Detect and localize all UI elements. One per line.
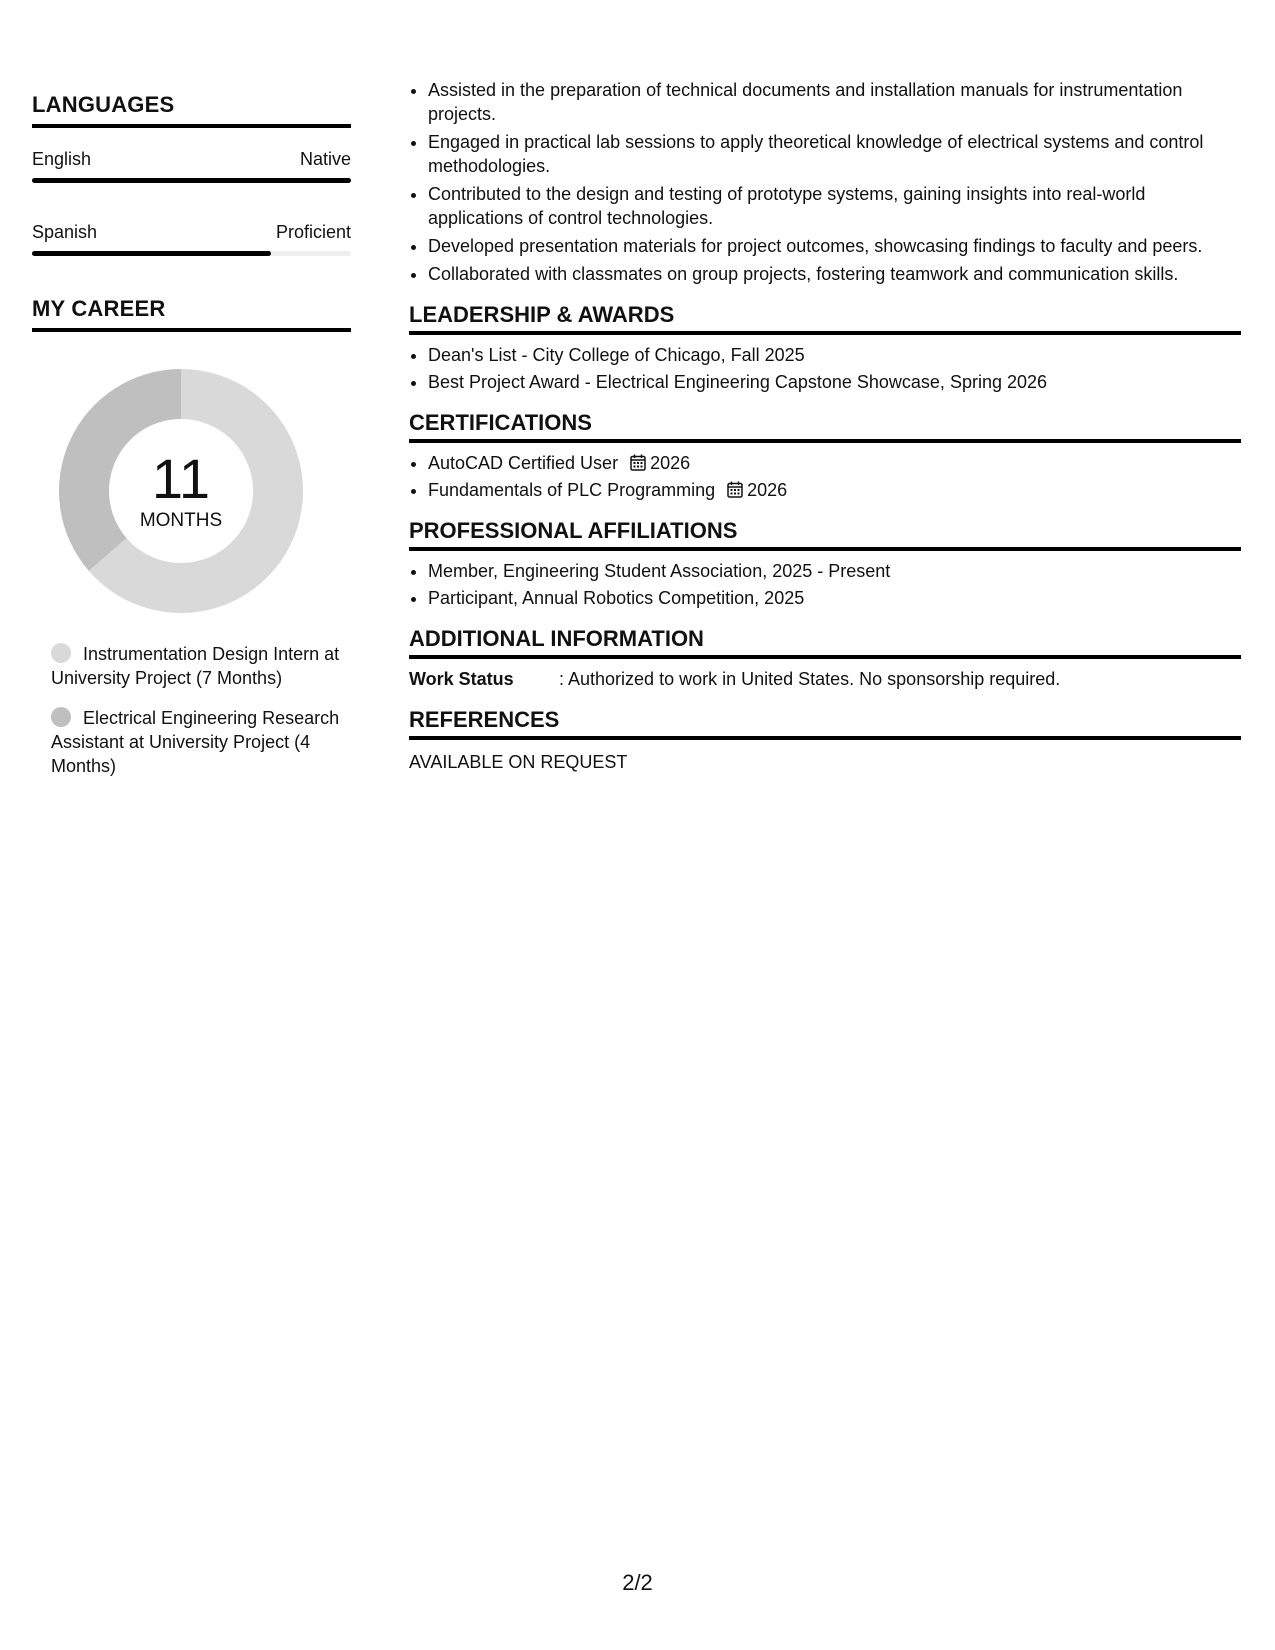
languages-heading: LANGUAGES: [32, 92, 351, 128]
career-section: [32, 296, 351, 778]
list-item: • Member, Engineering Student Association, 2025 - Present: [428, 559, 1241, 583]
language-bar-fill: [32, 251, 271, 256]
legend-item: [51, 706, 351, 778]
language-name: English: [32, 149, 92, 169]
list-item: • Participant, Annual Robotics Competition, 2025: [428, 586, 1241, 610]
affiliations-section: [409, 518, 1241, 610]
leadership-section: [409, 302, 1241, 394]
languages-list: [32, 148, 351, 256]
legend-label: Instrumentation Design Intern at University Project (7 Months): [51, 644, 340, 688]
calendar-icon: [630, 454, 646, 471]
affiliations-list: [409, 559, 1241, 610]
list-item: • Best Project Award - Electrical Engineering Capstone Showcase, Spring 2026: [428, 370, 1241, 394]
language-bar: [32, 251, 351, 256]
list-item: • Collaborated with classmates on group projects, fostering teamwork and communication skills.: [428, 262, 1241, 286]
experience-bullet-list: [409, 78, 1241, 286]
career-total-number: 11: [151, 447, 211, 510]
language-level: Proficient: [275, 222, 351, 242]
career-total-unit: MONTHS: [139, 510, 223, 531]
list-item: • Contributed to the design and testing of prototype systems, gaining insights into real-world applications of control technologies.: [428, 182, 1241, 230]
leadership-list: [409, 343, 1241, 394]
legend-dot: [51, 707, 71, 727]
legend-dot: [51, 643, 71, 663]
work-status-label: Work Status: [409, 669, 514, 689]
donut-center: [56, 366, 306, 616]
career-legend: [51, 642, 351, 778]
certifications-heading: CERTIFICATIONS: [409, 410, 1241, 443]
language-item-spanish: [32, 221, 351, 256]
additional-info-heading: ADDITIONAL INFORMATION: [409, 626, 1241, 659]
affiliations-heading: PROFESSIONAL AFFILIATIONS: [409, 518, 1241, 551]
leadership-heading: LEADERSHIP & AWARDS: [409, 302, 1241, 335]
certification-year: 2026: [747, 480, 788, 500]
references-heading: REFERENCES: [409, 707, 1241, 740]
language-bar: [32, 178, 351, 183]
main-content: [409, 78, 1241, 774]
references-section: [409, 707, 1241, 774]
list-item: • Assisted in the preparation of technical documents and installation manuals for instrumentation projects.: [428, 78, 1241, 126]
language-item-english: [32, 148, 351, 183]
list-item: [428, 451, 1241, 475]
certification-name: Fundamentals of PLC Programming: [428, 480, 716, 500]
certification-name: AutoCAD Certified User: [428, 453, 619, 473]
work-status-row: [409, 667, 1241, 691]
page-number: 2/2: [622, 1570, 653, 1595]
certifications-section: [409, 410, 1241, 502]
list-item: • Dean's List - City College of Chicago, Fall 2025: [428, 343, 1241, 367]
calendar-icon: [727, 481, 743, 498]
legend-label: Electrical Engineering Research Assistant at University Project (4 Months): [51, 708, 340, 776]
list-item: • Engaged in practical lab sessions to apply theoretical knowledge of electrical systems and control methodologies.: [428, 130, 1241, 178]
work-status-value: : Authorized to work in United States. No sponsorship required.: [559, 669, 1061, 689]
sidebar: [32, 92, 351, 794]
certification-year: 2026: [650, 453, 691, 473]
language-name: Spanish: [32, 222, 98, 242]
language-level: Native: [299, 149, 351, 169]
legend-item: [51, 642, 351, 690]
additional-info-section: [409, 626, 1241, 691]
list-item: [428, 478, 1241, 502]
references-text: AVAILABLE ON REQUEST: [409, 752, 628, 772]
career-donut-chart: [56, 366, 306, 616]
list-item: • Developed presentation materials for project outcomes, showcasing findings to faculty and peers.: [428, 234, 1241, 258]
language-bar-fill: [32, 178, 351, 183]
career-heading: MY CAREER: [32, 296, 351, 332]
certifications-list: [409, 451, 1241, 502]
